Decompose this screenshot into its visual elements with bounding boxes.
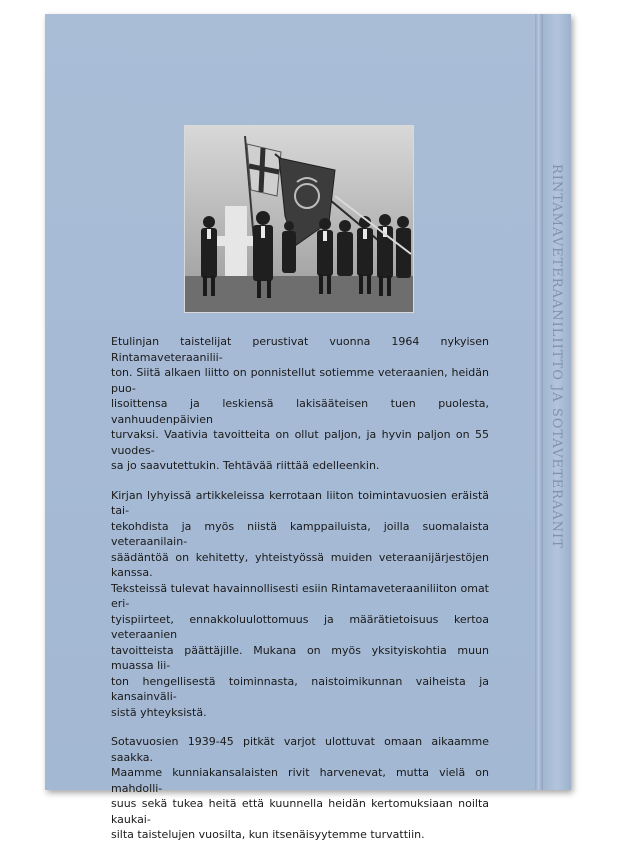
spine-hinge (535, 14, 543, 790)
paragraph-contents: Kirjan lyhyissä artikkeleissa kerrotaan liiton toimintavuosien eräistä tai- tekohdista ja myös niistä kamppailuista, joilla suomalaista veteraanilain- säädäntöä on kehitetty, yhteistyössä muiden veteraanijärjestöjen kanssa. Teksteissä tulevat havainnollisesti esiin Rintamaveteraaniliiton omat eri- tyispiirteet, ennakkoluulottomuus ja määrätietoisuus kertoa veteraanien tavoitteista päättäjille. Mukana on myös yksityiskohtia muun muassa lii- ton hengellisestä toiminnasta, naistoimikunnan vaiheista ja kansainväli- sistä yhteyksistä. (111, 488, 489, 719)
paragraph-intro: Etulinjan taistelijat perustivat vuonna 1964 nykyisen Rintamaveteraanilii- ton. Siitä alkaen liitto on ponnistellut sotiemme veteraanien, heidän puo- lisoittensa ja leskiensä lakisääteisen tuen puolesta, vanhuudenpäivien turvaksi. Vaativia tavoitteita on ollut paljon, ja hyvin paljon on 55 vuodes- sa jo saavutettukin. Tehtävää riittää edelleenkin. (111, 335, 489, 472)
archival-photo-icon (185, 126, 413, 312)
book-spine (543, 14, 571, 790)
back-cover-text (111, 334, 489, 857)
spine-title (549, 164, 565, 584)
cover-photo (185, 126, 413, 312)
back-cover (45, 14, 535, 841)
book (45, 14, 571, 841)
paragraph-closing: Sotavuosien 1939-45 pitkät varjot ulottuvat omaan aikaamme saakka. Maamme kunniakansalaisten rivit harvenevat, mutta vielä on mahdolli- suus sekä tukea heitä että kuunnella heidän kertomuksiaan noilta kaukai- silta taistelujen vuosilta, kun itsenäisyytemme turvattiin. (111, 735, 489, 841)
spine-title-text: RINTAMAVETERAANILIITTO JA SOTAVETERAANIT (549, 164, 564, 549)
